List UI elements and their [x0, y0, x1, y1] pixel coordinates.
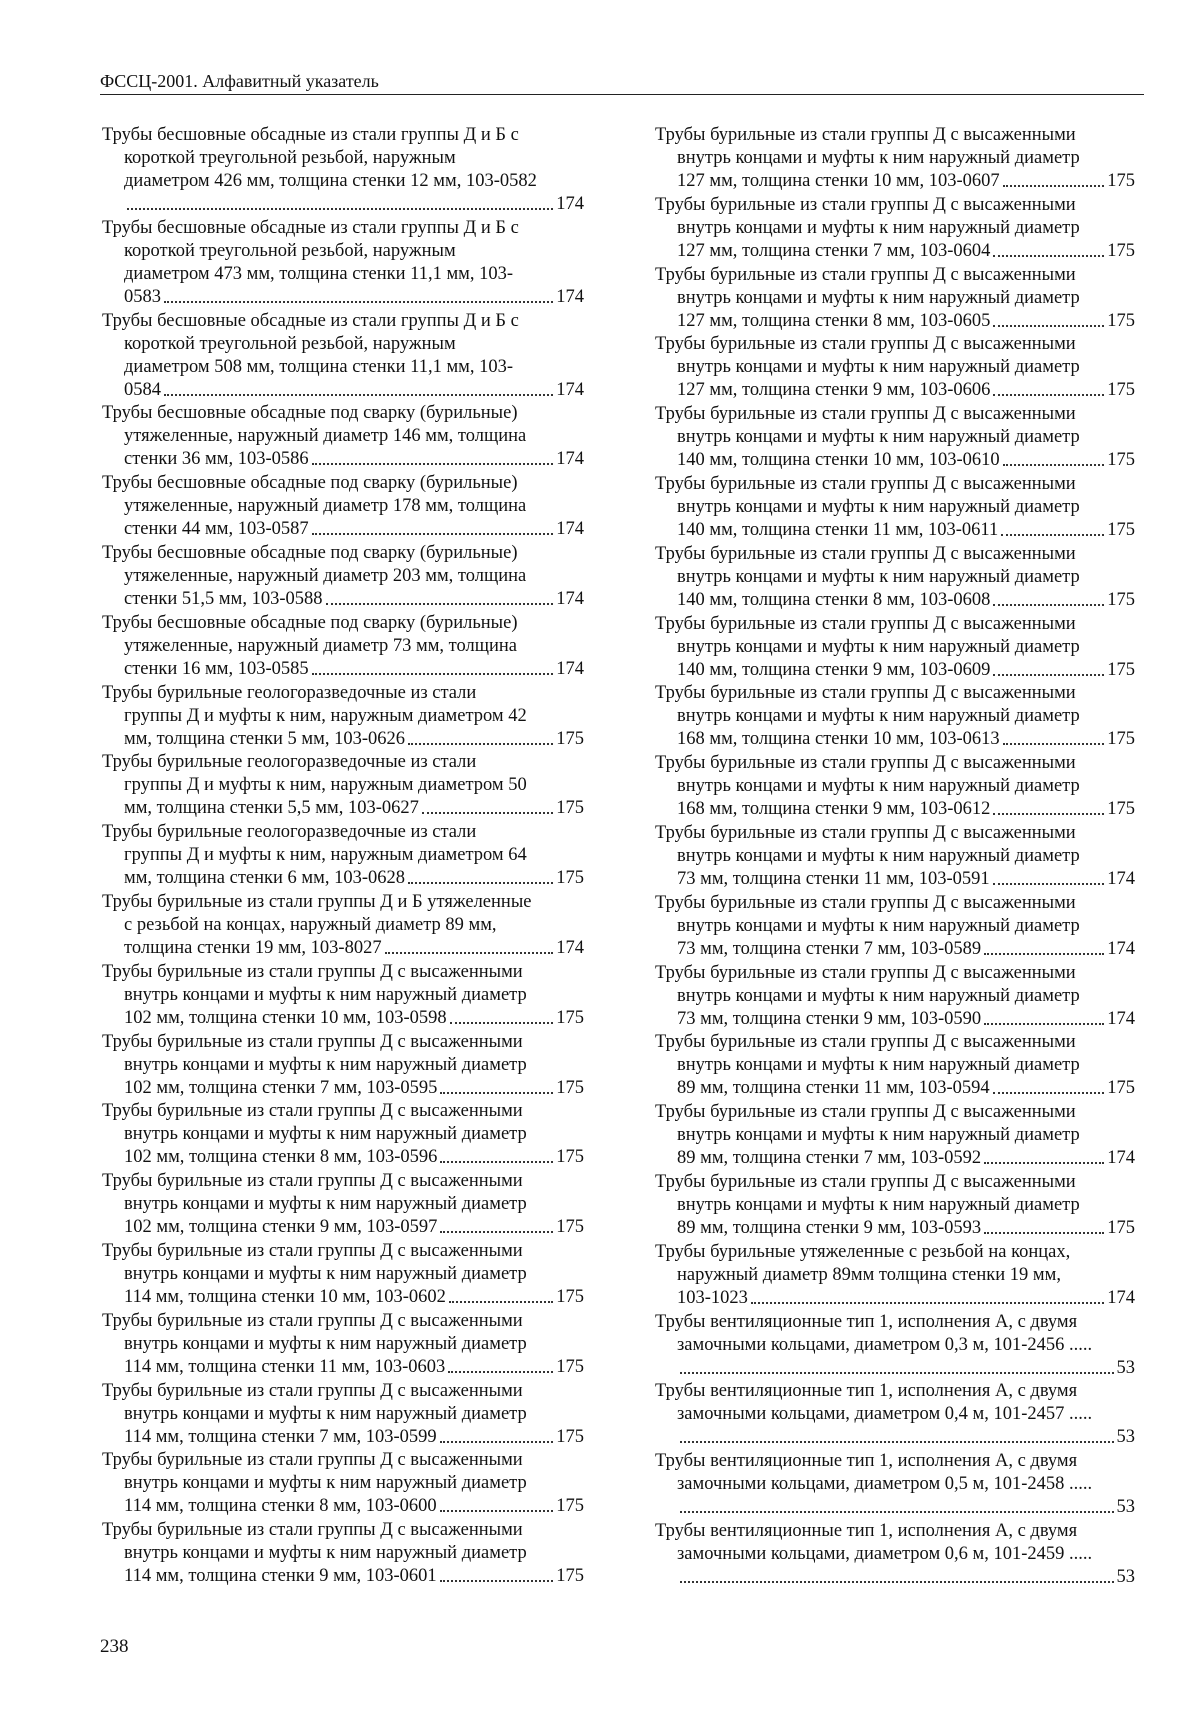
dot-leader — [1001, 534, 1104, 536]
index-entry-last-line: 0584 — [124, 379, 161, 400]
index-entry-text: Трубы бесшовные обсадные под сварку (бурильные) утяжеленные, наружный диаметр 203 мм, толщина — [102, 542, 527, 586]
index-entry — [655, 682, 1135, 751]
index-entry-page: 175 — [1107, 171, 1135, 191]
index-entry-page: 174 — [556, 658, 584, 679]
index-entry-reference — [655, 868, 1135, 891]
dot-leader — [984, 1023, 1104, 1025]
index-entry-last-line: стенки 51,5 мм, 103-0588 — [124, 588, 323, 609]
index-entry-page: 174 — [1107, 1008, 1135, 1029]
index-entry-last-line: стенки 16 мм, 103-0585 — [124, 658, 309, 679]
index-entry-reference — [102, 1216, 584, 1239]
index-entry-last-line: 168 мм, толщина стенки 10 мм, 103-0613 — [677, 729, 1000, 750]
dot-leader — [993, 255, 1104, 257]
index-entry-last-line: 127 мм, толщина стенки 7 мм, 103-0604 — [677, 240, 991, 261]
dot-leader — [1003, 743, 1105, 745]
index-entry — [655, 613, 1135, 682]
index-entry-reference — [655, 519, 1135, 542]
dot-leader — [680, 1441, 1114, 1443]
index-entry-text: Трубы вентиляционные тип 1, исполнения А, с двумя замочными кольцами, диаметром 0,5 м, 101-2458 ..... — [655, 1451, 1093, 1495]
index-entry-reference — [655, 1008, 1135, 1031]
index-entry — [102, 1031, 584, 1100]
index-entry-last-line: 102 мм, толщина стенки 7 мм, 103-0595 — [124, 1077, 438, 1098]
index-entry-text: Трубы бурильные геологоразведочные из стали группы Д и муфты к ним, наружным диаметром 42 — [102, 682, 527, 726]
index-entry-reference — [102, 193, 584, 216]
index-entry — [655, 822, 1135, 891]
index-entry-page: 175 — [1107, 729, 1135, 750]
index-entry-text: Трубы бурильные из стали группы Д с высаженными внутрь концами и муфты к ним наружный диаметр — [655, 264, 1080, 308]
index-entry-reference — [655, 240, 1135, 263]
index-entry — [102, 542, 584, 611]
index-entry-reference — [102, 658, 584, 681]
index-entry-reference — [102, 588, 584, 611]
index-entry-page: 175 — [1107, 799, 1135, 820]
index-entry-text: Трубы вентиляционные тип 1, исполнения А, с двумя замочными кольцами, диаметром 0,3 м, 101-2456 ..... — [655, 1311, 1093, 1355]
index-entry-text: Трубы бурильные из стали группы Д с высаженными внутрь концами и муфты к ним наружный диаметр — [102, 1240, 527, 1284]
page-number: 238 — [100, 1636, 129, 1657]
index-entry-page: 53 — [1116, 1497, 1135, 1518]
dot-leader — [993, 813, 1104, 815]
index-entry-reference — [655, 1496, 1135, 1519]
index-entry-last-line: 114 мм, толщина стенки 10 мм, 103-0602 — [124, 1286, 446, 1307]
index-entry — [655, 1171, 1135, 1240]
dot-leader — [993, 1092, 1105, 1094]
index-entry-last-line: 73 мм, толщина стенки 9 мм, 103-0590 — [677, 1008, 982, 1029]
index-entry-last-line: 127 мм, толщина стенки 9 мм, 103-0606 — [677, 380, 991, 401]
index-entry-page: 175 — [556, 728, 584, 749]
dot-leader — [984, 953, 1104, 955]
index-entry — [102, 612, 584, 681]
index-entry — [102, 1519, 584, 1588]
index-entry-page: 175 — [1107, 240, 1135, 261]
index-entry-page: 174 — [556, 449, 584, 470]
index-entry-page: 175 — [556, 1566, 584, 1587]
index-entry-reference — [655, 659, 1135, 682]
index-entry-last-line: 102 мм, толщина стенки 10 мм, 103-0598 — [124, 1007, 447, 1028]
index-entry — [655, 1311, 1135, 1380]
index-entry-text: Трубы бесшовные обсадные из стали группы Д и Б с короткой треугольной резьбой, наружным диаметром 473 мм, толщина стенки 11,1 мм, 103- — [102, 217, 519, 284]
index-entry — [102, 961, 584, 1030]
dot-leader — [680, 1372, 1114, 1374]
dot-leader — [164, 394, 553, 396]
index-entry-last-line: 127 мм, толщина стенки 8 мм, 103-0605 — [677, 310, 991, 331]
index-entry-text: Трубы бесшовные обсадные под сварку (бурильные) утяжеленные, наружный диаметр 146 мм, толщина — [102, 403, 527, 447]
index-entry-last-line: мм, толщина стенки 6 мм, 103-0628 — [124, 868, 405, 889]
index-entry-page: 174 — [1107, 938, 1135, 959]
index-entry-text: Трубы бурильные из стали группы Д с высаженными внутрь концами и муфты к ним наружный диаметр — [102, 961, 527, 1005]
index-column-left — [102, 124, 584, 1589]
index-entry-page: 174 — [1107, 868, 1135, 889]
dot-leader — [312, 533, 554, 535]
index-entry-reference — [102, 1495, 584, 1518]
index-column-right — [655, 124, 1135, 1590]
index-entry-page: 53 — [1116, 1427, 1135, 1448]
index-entry-text: Трубы бесшовные обсадные под сварку (бурильные) утяжеленные, наружный диаметр 178 мм, толщина — [102, 473, 527, 517]
dot-leader — [312, 463, 554, 465]
header-title: ФССЦ-2001. Алфавитный указатель — [100, 71, 379, 91]
index-entry-reference — [102, 1286, 584, 1309]
index-entry-reference — [655, 1077, 1135, 1100]
dot-leader — [1003, 464, 1105, 466]
index-entry-page: 175 — [556, 1147, 584, 1168]
dot-leader — [440, 1510, 554, 1512]
index-entry-page: 175 — [556, 868, 584, 889]
index-entry-reference — [655, 1566, 1135, 1589]
index-entry — [655, 124, 1135, 193]
index-entry-page: 53 — [1116, 1357, 1135, 1378]
index-entry-page: 175 — [556, 1496, 584, 1517]
index-entry-text: Трубы бурильные из стали группы Д с высаженными внутрь концами и муфты к ним наружный диаметр — [102, 1101, 527, 1145]
index-entry-page: 175 — [556, 1426, 584, 1447]
index-entry — [655, 1520, 1135, 1589]
index-entry-reference — [655, 728, 1135, 751]
index-entry-text: Трубы бурильные из стали группы Д с высаженными внутрь концами и муфты к ним наружный диаметр — [655, 753, 1080, 797]
index-entry — [655, 1380, 1135, 1449]
index-entry-reference — [102, 867, 584, 890]
index-entry — [102, 1100, 584, 1169]
index-entry-page: 175 — [1107, 310, 1135, 331]
index-entry-last-line: 168 мм, толщина стенки 9 мм, 103-0612 — [677, 799, 991, 820]
dot-leader — [422, 812, 553, 814]
index-entry-reference — [655, 170, 1135, 193]
index-entry — [102, 1240, 584, 1309]
index-entry-text: Трубы бурильные из стали группы Д с высаженными внутрь концами и муфты к ним наружный диаметр — [655, 1102, 1080, 1146]
index-entry-text: Трубы бурильные из стали группы Д с высаженными внутрь концами и муфты к ним наружный диаметр — [655, 822, 1080, 866]
index-entry — [655, 1450, 1135, 1519]
dot-leader — [164, 301, 553, 303]
index-entry-page: 175 — [556, 1007, 584, 1028]
index-entry-text: Трубы бурильные из стали группы Д с высаженными внутрь концами и муфты к ним наружный диаметр — [655, 404, 1080, 448]
index-entry — [655, 1031, 1135, 1100]
dot-leader — [440, 1441, 554, 1443]
index-entry-text: Трубы бурильные из стали группы Д с высаженными внутрь концами и муфты к ним наружный диаметр — [655, 1171, 1080, 1215]
dot-leader — [449, 1301, 553, 1303]
index-entry-reference — [655, 1287, 1135, 1310]
index-entry-last-line: 140 мм, толщина стенки 10 мм, 103-0610 — [677, 450, 1000, 471]
index-entry — [102, 1380, 584, 1449]
dot-leader — [312, 673, 554, 675]
index-entry-reference — [102, 1007, 584, 1030]
index-entry-last-line: мм, толщина стенки 5 мм, 103-0626 — [124, 728, 405, 749]
index-entry-text: Трубы бурильные геологоразведочные из стали группы Д и муфты к ним, наружным диаметром 64 — [102, 822, 527, 866]
index-entry-page: 174 — [556, 519, 584, 540]
index-entry-page: 175 — [1107, 1078, 1135, 1099]
index-entry-reference — [102, 1565, 584, 1588]
index-entry — [655, 264, 1135, 333]
index-entry-last-line: 140 мм, толщина стенки 8 мм, 103-0608 — [677, 589, 991, 610]
index-entry-last-line: 114 мм, толщина стенки 8 мм, 103-0600 — [124, 1496, 437, 1517]
index-entry-page: 175 — [556, 1286, 584, 1307]
index-entry-text: Трубы бурильные из стали группы Д с высаженными внутрь концами и муфты к ним наружный диаметр — [655, 613, 1080, 657]
index-entry — [102, 217, 584, 309]
index-entry-last-line: 0583 — [124, 286, 161, 307]
index-entry-page: 174 — [1107, 1148, 1135, 1169]
index-entry-last-line: стенки 36 мм, 103-0586 — [124, 449, 309, 470]
index-entry — [655, 962, 1135, 1031]
index-entry-page: 174 — [556, 286, 584, 307]
index-entry-page: 175 — [1107, 380, 1135, 401]
index-entry-reference — [102, 286, 584, 309]
index-entry — [655, 333, 1135, 402]
running-header — [100, 70, 1144, 95]
index-entry-text: Трубы бурильные из стали группы Д с высаженными внутрь концами и муфты к ним наружный диаметр — [655, 683, 1080, 727]
index-entry-reference — [102, 1146, 584, 1169]
index-entry-last-line: 140 мм, толщина стенки 9 мм, 103-0609 — [677, 659, 991, 680]
index-entry-last-line: 102 мм, толщина стенки 8 мм, 103-0596 — [124, 1147, 438, 1168]
index-entry-text: Трубы бурильные из стали группы Д с высаженными внутрь концами и муфты к ним наружный диаметр — [102, 1031, 527, 1075]
index-entry-reference — [655, 1426, 1135, 1449]
index-entry-reference — [655, 1147, 1135, 1170]
index-entry-page: 174 — [1107, 1287, 1135, 1308]
index-entry — [102, 402, 584, 471]
index-entry-page: 175 — [556, 1217, 584, 1238]
index-entry-text: Трубы бурильные утяжеленные с резьбой на концах, наружный диаметр 89мм толщина стенки 19 мм, — [655, 1241, 1071, 1285]
dot-leader — [440, 1092, 553, 1094]
index-entry-reference — [655, 589, 1135, 612]
index-entry — [655, 752, 1135, 821]
dot-leader — [984, 1232, 1104, 1234]
index-entry-page: 175 — [1107, 450, 1135, 471]
index-entry-last-line: 102 мм, толщина стенки 9 мм, 103-0597 — [124, 1217, 438, 1238]
index-entry-last-line: 89 мм, толщина стенки 11 мм, 103-0594 — [677, 1078, 990, 1099]
dot-leader — [993, 325, 1104, 327]
index-entry-text: Трубы бурильные из стали группы Д с высаженными внутрь концами и муфты к ним наружный диаметр — [102, 1520, 527, 1564]
dot-leader — [440, 1231, 553, 1233]
index-entry-text: Трубы бурильные из стали группы Д и Б утяжеленные с резьбой на концах, наружный диаметр 89 мм, — [102, 891, 532, 935]
index-entry-page: 53 — [1116, 1566, 1135, 1587]
index-entry-text: Трубы бурильные из стали группы Д с высаженными внутрь концами и муфты к ним наружный диаметр — [102, 1310, 527, 1354]
dot-leader — [440, 1580, 554, 1582]
index-entry-reference — [655, 1217, 1135, 1240]
dot-leader — [408, 882, 553, 884]
index-entry — [655, 194, 1135, 263]
dot-leader — [408, 743, 553, 745]
index-entry — [655, 892, 1135, 961]
dot-leader — [1003, 185, 1105, 187]
index-entry-last-line: стенки 44 мм, 103-0587 — [124, 519, 309, 540]
index-entry-page: 174 — [556, 588, 584, 609]
index-entry — [102, 472, 584, 541]
index-entry-last-line: 103-1023 — [677, 1287, 748, 1308]
index-entry — [102, 821, 584, 890]
index-entry-page: 175 — [1107, 659, 1135, 680]
index-entry-last-line: мм, толщина стенки 5,5 мм, 103-0627 — [124, 798, 419, 819]
index-entry — [102, 1310, 584, 1379]
index-entry-reference — [102, 518, 584, 541]
dot-leader — [680, 1511, 1114, 1513]
index-entry-last-line: 73 мм, толщина стенки 7 мм, 103-0589 — [677, 938, 982, 959]
dot-leader — [984, 1162, 1104, 1164]
index-entry-last-line: 114 мм, толщина стенки 9 мм, 103-0601 — [124, 1566, 437, 1587]
index-entry-text: Трубы вентиляционные тип 1, исполнения А, с двумя замочными кольцами, диаметром 0,4 м, 101-2457 ..... — [655, 1381, 1093, 1425]
index-entry — [102, 1170, 584, 1239]
index-entry-text: Трубы бесшовные обсадные под сварку (бурильные) утяжеленные, наружный диаметр 73 мм, толщина — [102, 612, 518, 656]
index-entry-page: 175 — [556, 798, 584, 819]
index-entry-page: 174 — [556, 379, 584, 400]
index-entry-page: 175 — [1107, 1217, 1135, 1238]
dot-leader — [326, 603, 554, 605]
index-entry-reference — [102, 797, 584, 820]
index-entry-reference — [655, 310, 1135, 333]
index-entry-page: 175 — [1107, 589, 1135, 610]
index-entry-text: Трубы бурильные из стали группы Д с высаженными внутрь концами и муфты к ним наружный диаметр — [655, 1032, 1080, 1076]
index-entry — [102, 891, 584, 960]
index-entry-reference — [655, 449, 1135, 472]
index-entry-text: Трубы бесшовные обсадные из стали группы Д и Б с короткой треугольной резьбой, наружным диаметром 426 мм, толщина стенки 12 мм, 103-0582 — [102, 125, 537, 191]
index-entry-reference — [102, 1356, 584, 1379]
dot-leader — [680, 1581, 1114, 1583]
index-entry-text: Трубы бурильные из стали группы Д с высаженными внутрь концами и муфты к ним наружный диаметр — [655, 473, 1080, 517]
index-entry-reference — [655, 1357, 1135, 1380]
index-entry-reference — [102, 379, 584, 402]
index-entry-page: 174 — [556, 937, 584, 958]
index-entry-text: Трубы бурильные из стали группы Д с высаженными внутрь концами и муфты к ним наружный диаметр — [102, 1171, 527, 1215]
index-entry — [102, 1449, 584, 1518]
index-entry — [655, 543, 1135, 612]
index-entry — [102, 751, 584, 820]
index-entry — [655, 1101, 1135, 1170]
dot-leader — [450, 1022, 554, 1024]
index-entry — [655, 473, 1135, 542]
index-entry-reference — [655, 938, 1135, 961]
index-entry — [102, 310, 584, 402]
index-entry-page: 175 — [1107, 519, 1135, 540]
dot-leader — [993, 394, 1104, 396]
dot-leader — [448, 1371, 553, 1373]
index-entry-last-line: 73 мм, толщина стенки 11 мм, 103-0591 — [677, 868, 990, 889]
dot-leader — [127, 208, 553, 210]
index-entry-text: Трубы бурильные из стали группы Д с высаженными внутрь концами и муфты к ним наружный диаметр — [655, 125, 1080, 168]
index-entry-last-line: толщина стенки 19 мм, 103-8027 — [124, 937, 382, 958]
index-entry-last-line: 89 мм, толщина стенки 7 мм, 103-0592 — [677, 1148, 982, 1169]
index-entry-last-line: 140 мм, толщина стенки 11 мм, 103-0611 — [677, 519, 999, 540]
index-entry-last-line: 114 мм, толщина стенки 11 мм, 103-0603 — [124, 1356, 446, 1377]
index-entry-text: Трубы бурильные геологоразведочные из стали группы Д и муфты к ним, наружным диаметром 50 — [102, 752, 527, 796]
index-entry — [102, 124, 584, 216]
index-entry — [655, 403, 1135, 472]
index-entry-last-line: 127 мм, толщина стенки 10 мм, 103-0607 — [677, 171, 1000, 191]
index-entry-text: Трубы вентиляционные тип 1, исполнения А, с двумя замочными кольцами, диаметром 0,6 м, 101-2459 ..... — [655, 1520, 1093, 1564]
dot-leader — [993, 883, 1105, 885]
index-entry-text: Трубы бурильные из стали группы Д с высаженными внутрь концами и муфты к ним наружный диаметр — [102, 1380, 527, 1424]
index-entry-page: 175 — [556, 1077, 584, 1098]
index-entry-text: Трубы бурильные из стали группы Д с высаженными внутрь концами и муфты к ним наружный диаметр — [655, 962, 1080, 1006]
index-entry-text: Трубы бурильные из стали группы Д с высаженными внутрь концами и муфты к ним наружный диаметр — [655, 543, 1080, 587]
index-entry-reference — [655, 798, 1135, 821]
index-entry — [102, 682, 584, 751]
dot-leader — [993, 674, 1104, 676]
index-entry-last-line: 89 мм, толщина стенки 9 мм, 103-0593 — [677, 1217, 982, 1238]
index-entry-reference — [102, 937, 584, 960]
index-entry — [655, 1241, 1135, 1310]
index-entry-text: Трубы бурильные из стали группы Д с высаженными внутрь концами и муфты к ним наружный диаметр — [655, 892, 1080, 936]
index-entry-last-line: 114 мм, толщина стенки 7 мм, 103-0599 — [124, 1426, 437, 1447]
dot-leader — [751, 1302, 1104, 1304]
dot-leader — [385, 952, 554, 954]
index-entry-page: 174 — [556, 194, 584, 214]
index-entry-reference — [102, 728, 584, 751]
index-entry-reference — [102, 1077, 584, 1100]
index-entry-reference — [102, 448, 584, 471]
index-entry-text: Трубы бурильные из стали группы Д с высаженными внутрь концами и муфты к ним наружный диаметр — [655, 334, 1080, 378]
index-entry-page: 175 — [556, 1356, 584, 1377]
index-entry-text: Трубы бурильные из стали группы Д с высаженными внутрь концами и муфты к ним наружный диаметр — [655, 194, 1080, 238]
index-entry-reference — [655, 379, 1135, 402]
dot-leader — [993, 604, 1104, 606]
index-entry-text: Трубы бурильные из стали группы Д с высаженными внутрь концами и муфты к ним наружный диаметр — [102, 1450, 527, 1494]
index-entry-reference — [102, 1426, 584, 1449]
index-entry-text: Трубы бесшовные обсадные из стали группы Д и Б с короткой треугольной резьбой, наружным диаметром 508 мм, толщина стенки 11,1 мм, 103- — [102, 310, 519, 377]
dot-leader — [440, 1161, 553, 1163]
